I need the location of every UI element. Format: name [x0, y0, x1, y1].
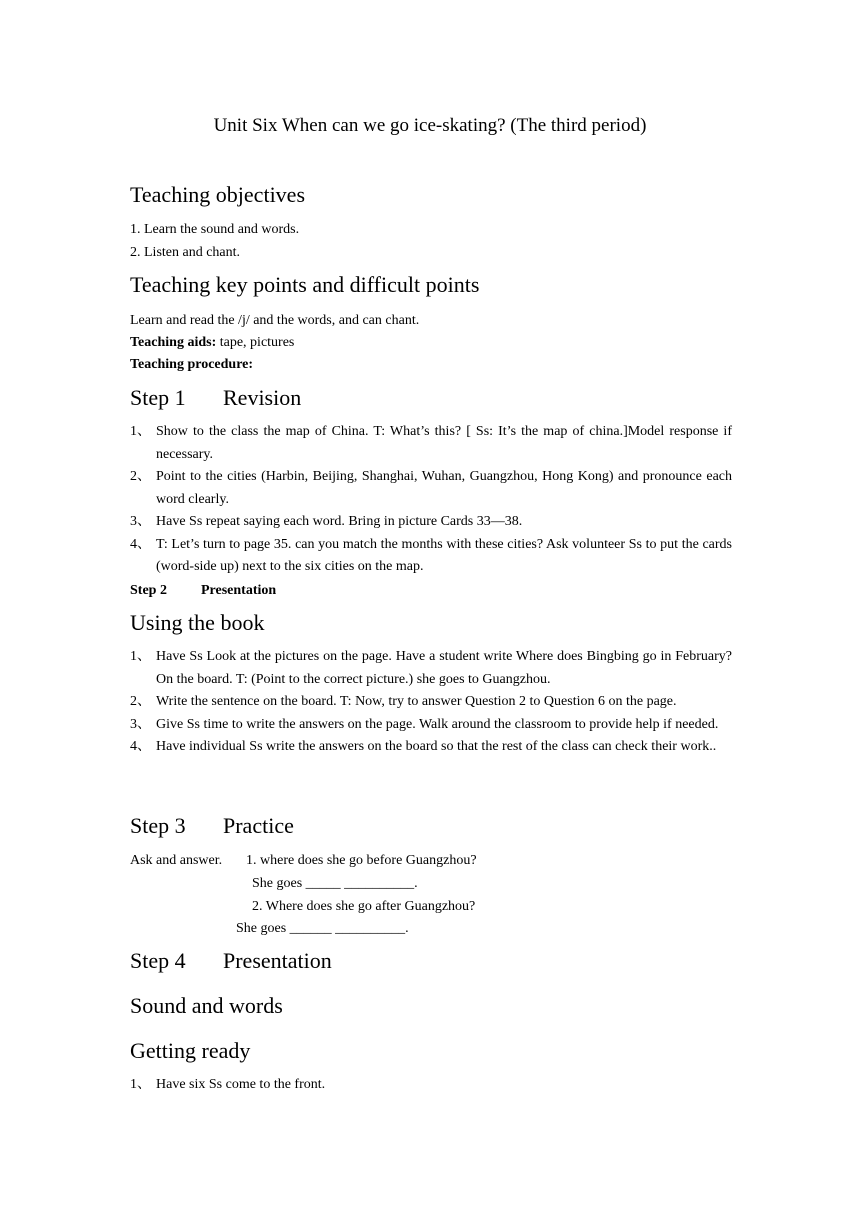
practice-question-2: 2. Where does she go after Guangzhou? — [252, 899, 476, 914]
list-number: 3、 — [130, 716, 151, 732]
list-text: Give Ss time to write the answers on the page. Walk around the classroom to provide help if needed. — [156, 716, 719, 732]
practice-answer-2: She goes ______ __________. — [236, 921, 409, 936]
step1-name: Revision — [223, 385, 302, 410]
step3-heading — [130, 813, 294, 839]
step4-heading — [130, 948, 332, 974]
step1-heading — [130, 385, 301, 411]
list-text: Have six Ss come to the front. — [156, 1077, 326, 1092]
document-title: Unit Six When can we go ice-skating? (The third period) — [213, 115, 647, 136]
list-number: 1、 — [130, 1077, 151, 1092]
step3-name: Practice — [223, 813, 294, 838]
list-item — [130, 646, 732, 691]
list-item — [130, 736, 732, 759]
step2-name: Presentation — [201, 583, 277, 598]
practice-lead: Ask and answer. — [130, 853, 223, 868]
step4-name: Presentation — [223, 948, 332, 973]
teaching-procedure-label: Teaching procedure: — [130, 357, 254, 372]
list-item — [130, 714, 732, 737]
teaching-aids-label: Teaching aids: — [130, 335, 217, 350]
list-text: Have Ss Look at the pictures on the page. Have a student write Where does Bingbing go in February? On the board. T: (Point to the correct picture.) she goes to Guangzhou. — [156, 649, 732, 687]
heading-sound-and-words: Sound and words — [130, 993, 283, 1018]
step1-label: Step 1 — [130, 385, 186, 410]
list-text: T: Let’s turn to page 35. can you match the months with these cities? Ask volunteer Ss to put the cards (word-side up) next to the six cities on the map. — [156, 536, 732, 574]
using-book-list — [130, 646, 732, 759]
step4-label: Step 4 — [130, 948, 186, 973]
heading-teaching-objectives: Teaching objectives — [130, 182, 306, 207]
list-number: 1、 — [130, 424, 151, 439]
list-item — [130, 511, 732, 534]
list-number: 2、 — [130, 469, 151, 484]
getting-ready-list — [130, 1074, 732, 1097]
heading-getting-ready: Getting ready — [130, 1038, 251, 1063]
teaching-procedure — [130, 354, 732, 376]
list-number: 4、 — [130, 739, 151, 754]
step1-list — [130, 421, 732, 579]
list-number: 2、 — [130, 694, 151, 709]
list-text: Have Ss repeat saying each word. Bring in picture Cards 33—38. — [156, 514, 523, 529]
teaching-aids-value: tape, pictures — [216, 335, 295, 350]
teaching-aids — [130, 332, 732, 354]
step3-label: Step 3 — [130, 813, 186, 838]
list-number: 4、 — [130, 536, 151, 552]
list-text: Point to the cities (Harbin, Beijing, Shanghai, Wuhan, Guangzhou, Hong Kong) and pronounce each word clearly. — [156, 469, 732, 507]
heading-key-points: Teaching key points and difficult points — [130, 272, 480, 297]
list-item — [130, 691, 732, 714]
list-item — [130, 1074, 732, 1097]
practice-answer-1: She goes _____ __________. — [252, 876, 418, 891]
list-item — [130, 466, 732, 511]
step2-label: Step 2 — [130, 583, 167, 598]
list-text: Have individual Ss write the answers on the board so that the rest of the class can check their work.. — [156, 739, 717, 754]
list-item — [130, 421, 732, 466]
objective-1: 1. Learn the sound and words. — [130, 222, 300, 237]
key-points-text: Learn and read the /j/ and the words, and can chant. — [130, 313, 420, 328]
list-item — [130, 534, 732, 579]
step2-heading — [130, 580, 276, 602]
list-text: Write the sentence on the board. T: Now, try to answer Question 2 to Question 6 on the page. — [156, 694, 677, 709]
heading-using-the-book: Using the book — [130, 610, 265, 635]
practice-question-1: 1. where does she go before Guangzhou? — [246, 853, 477, 868]
list-number: 3、 — [130, 514, 151, 529]
list-text: Show to the class the map of China. T: What’s this? [ Ss: It’s the map of china.]Model response if necessary. — [156, 424, 732, 462]
list-number: 1、 — [130, 649, 151, 664]
objective-2: 2. Listen and chant. — [130, 245, 241, 260]
